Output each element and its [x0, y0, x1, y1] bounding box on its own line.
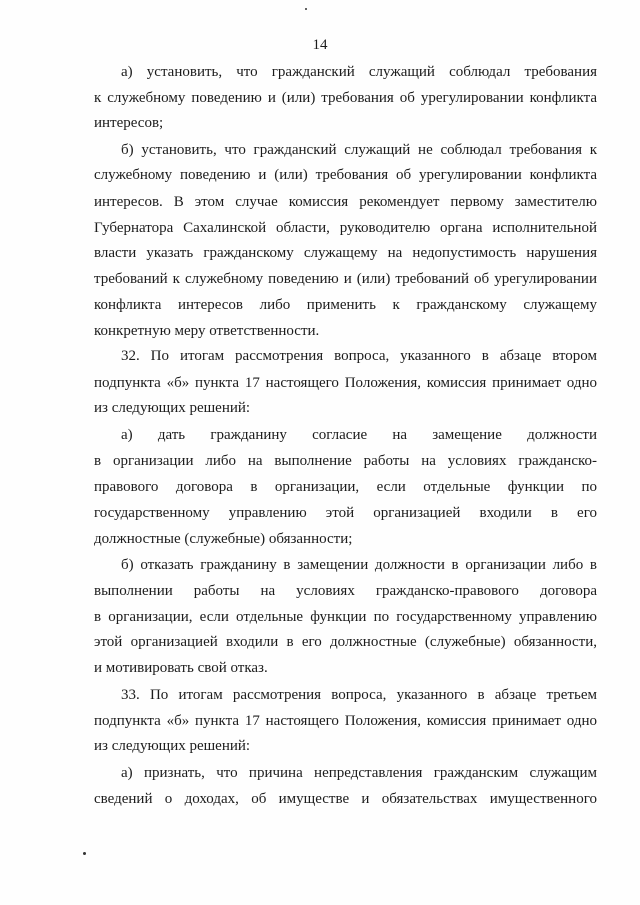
- text-line: должностные (служебные) обязанности;: [94, 531, 353, 547]
- text-line: конфликта интересов либо применить к гражданскому служащему: [94, 297, 597, 313]
- text-line: интересов;: [94, 115, 164, 131]
- text-line: б) отказать гражданину в замещении должности в организации либо в: [121, 557, 597, 573]
- page-number: 14: [312, 37, 328, 53]
- text-line: в организации либо на выполнение работы на условиях гражданско-: [94, 453, 597, 469]
- text-line: 33. По итогам рассмотрения вопроса, указанного в абзаце третьем: [121, 687, 597, 703]
- text-line: требований к служебному поведению и (или) требований об урегулировании: [94, 271, 597, 287]
- text-line: власти указать гражданскому служащему на недопустимость нарушения: [94, 245, 597, 261]
- text-line: в организации, если отдельные функции по государственному управлению: [94, 609, 597, 625]
- text-line: а) дать гражданину согласие на замещение должности: [121, 427, 597, 443]
- text-line: к служебному поведению и (или) требования об урегулировании конфликта: [94, 90, 597, 106]
- text-line: подпункта «б» пункта 17 настоящего Положения, комиссия принимает одно: [94, 375, 597, 391]
- text-line: из следующих решений:: [94, 738, 251, 754]
- text-line: а) установить, что гражданский служащий соблюдал требования: [121, 64, 597, 80]
- text-line: и мотивировать свой отказ.: [94, 660, 268, 676]
- text-line: правового договора в организации, если отдельные функции по: [94, 479, 597, 495]
- text-line: 32. По итогам рассмотрения вопроса, указанного в абзаце втором: [121, 348, 597, 364]
- scan-speck: [83, 852, 86, 855]
- text-line: сведений о доходах, об имуществе и обязательствах имущественного: [94, 791, 597, 807]
- text-line: государственному управлению этой организацией входили в его: [94, 505, 597, 521]
- text-line: выполнении работы на условиях гражданско-правового договора: [94, 583, 597, 599]
- scan-speck: [305, 8, 307, 10]
- text-line: б) установить, что гражданский служащий не соблюдал требования к: [121, 142, 597, 158]
- text-line: из следующих решений:: [94, 400, 251, 416]
- text-line: служебному поведению и (или) требования об урегулировании конфликта: [94, 167, 597, 183]
- text-line: этой организацией входили в его должностные (служебные) обязанности,: [94, 634, 597, 650]
- text-line: интересов. В этом случае комиссия рекомендует первому заместителю: [94, 194, 597, 210]
- text-line: Губернатора Сахалинской области, руководителю органа исполнительной: [94, 220, 597, 236]
- text-line: а) признать, что причина непредставления гражданским служащим: [121, 765, 597, 781]
- text-line: конкретную меру ответственности.: [94, 323, 320, 339]
- text-line: подпункта «б» пункта 17 настоящего Положения, комиссия принимает одно: [94, 713, 597, 729]
